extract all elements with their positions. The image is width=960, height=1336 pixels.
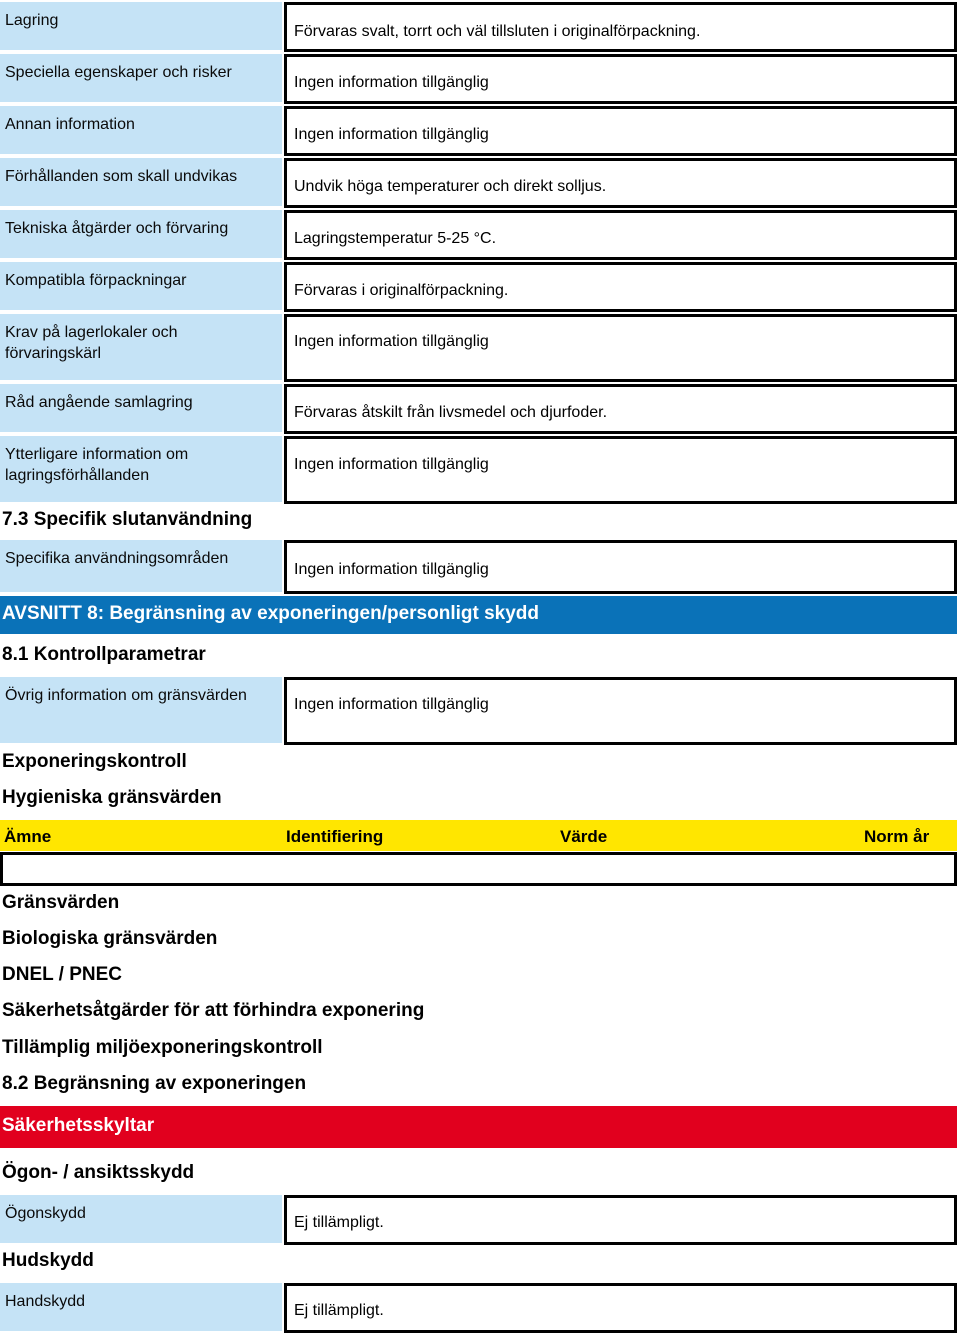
storage-value-lagring: Förvaras svalt, torrt och väl tillsluten i originalförpackning.	[284, 2, 957, 52]
other-limit-info-value: Ingen information tillgänglig	[284, 677, 957, 745]
eye-protection-value: Ej tillämpligt.	[284, 1195, 957, 1245]
col-header-substance: Ämne	[4, 827, 52, 846]
hand-protection-value: Ej tillämpligt.	[284, 1283, 957, 1333]
heading-biological-limits: Biologiska gränsvärden	[2, 928, 218, 949]
heading-safety-measures: Säkerhetsåtgärder för att förhindra exponering	[2, 1000, 425, 1021]
col-header-value: Värde	[560, 827, 608, 846]
other-limit-info-label: Övrig information om gränsvärden	[0, 677, 282, 743]
storage-label-co-storage: Råd angående samlagring	[0, 384, 282, 432]
storage-label-other-info: Annan information	[0, 106, 282, 154]
heading-limit-values: Gränsvärden	[2, 892, 120, 913]
storage-label-compatible-packaging: Kompatibla förpackningar	[0, 262, 282, 310]
storage-value-special-properties: Ingen information tillgänglig	[284, 54, 957, 104]
limits-table-empty-row	[0, 852, 957, 886]
storage-value-co-storage: Förvaras åtskilt från livsmedel och djurfoder.	[284, 384, 957, 434]
storage-value-storage-requirements: Ingen information tillgänglig	[284, 314, 957, 382]
heading-8-1: 8.1 Kontrollparametrar	[2, 644, 206, 665]
storage-value-additional-info: Ingen information tillgänglig	[284, 436, 957, 504]
heading-exposure-control: Exponeringskontroll	[2, 751, 187, 772]
storage-label-additional-info: Ytterligare information om lagringsförhållanden	[0, 436, 282, 502]
storage-label-special-properties: Speciella egenskaper och risker	[0, 54, 282, 102]
storage-value-conditions-avoid: Undvik höga temperaturer och direkt solljus.	[284, 158, 957, 208]
col-header-identification: Identifiering	[286, 827, 384, 846]
storage-value-other-info: Ingen information tillgänglig	[284, 106, 957, 156]
heading-skin-protection: Hudskydd	[2, 1250, 94, 1271]
heading-7-3: 7.3 Specifik slutanvändning	[2, 509, 253, 530]
eye-protection-label: Ögonskydd	[0, 1195, 282, 1243]
heading-eye-face-protection: Ögon- / ansiktsskydd	[2, 1162, 195, 1183]
heading-hygienic-limits: Hygieniska gränsvärden	[2, 787, 222, 808]
specific-uses-value: Ingen information tillgänglig	[284, 540, 957, 594]
section-8-title: AVSNITT 8: Begränsning av exponeringen/personligt skydd	[0, 596, 957, 634]
storage-label-conditions-avoid: Förhållanden som skall undvikas	[0, 158, 282, 206]
storage-label-technical-measures: Tekniska åtgärder och förvaring	[0, 210, 282, 258]
storage-label-lagring: Lagring	[0, 2, 282, 50]
heading-8-2: 8.2 Begränsning av exponeringen	[2, 1073, 307, 1094]
safety-signs-bar: Säkerhetsskyltar	[0, 1106, 957, 1148]
col-header-norm-year: Norm år	[864, 827, 930, 846]
storage-label-storage-requirements: Krav på lagerlokaler och förvaringskärl	[0, 314, 282, 380]
heading-env-control: Tillämplig miljöexponeringskontroll	[2, 1037, 323, 1058]
storage-value-compatible-packaging: Förvaras i originalförpackning.	[284, 262, 957, 312]
specific-uses-label: Specifika användningsområden	[0, 540, 282, 592]
storage-value-technical-measures: Lagringstemperatur 5-25 °C.	[284, 210, 957, 260]
hand-protection-label: Handskydd	[0, 1283, 282, 1331]
limits-table-header	[0, 820, 957, 851]
heading-dnel-pnec: DNEL / PNEC	[2, 964, 123, 985]
